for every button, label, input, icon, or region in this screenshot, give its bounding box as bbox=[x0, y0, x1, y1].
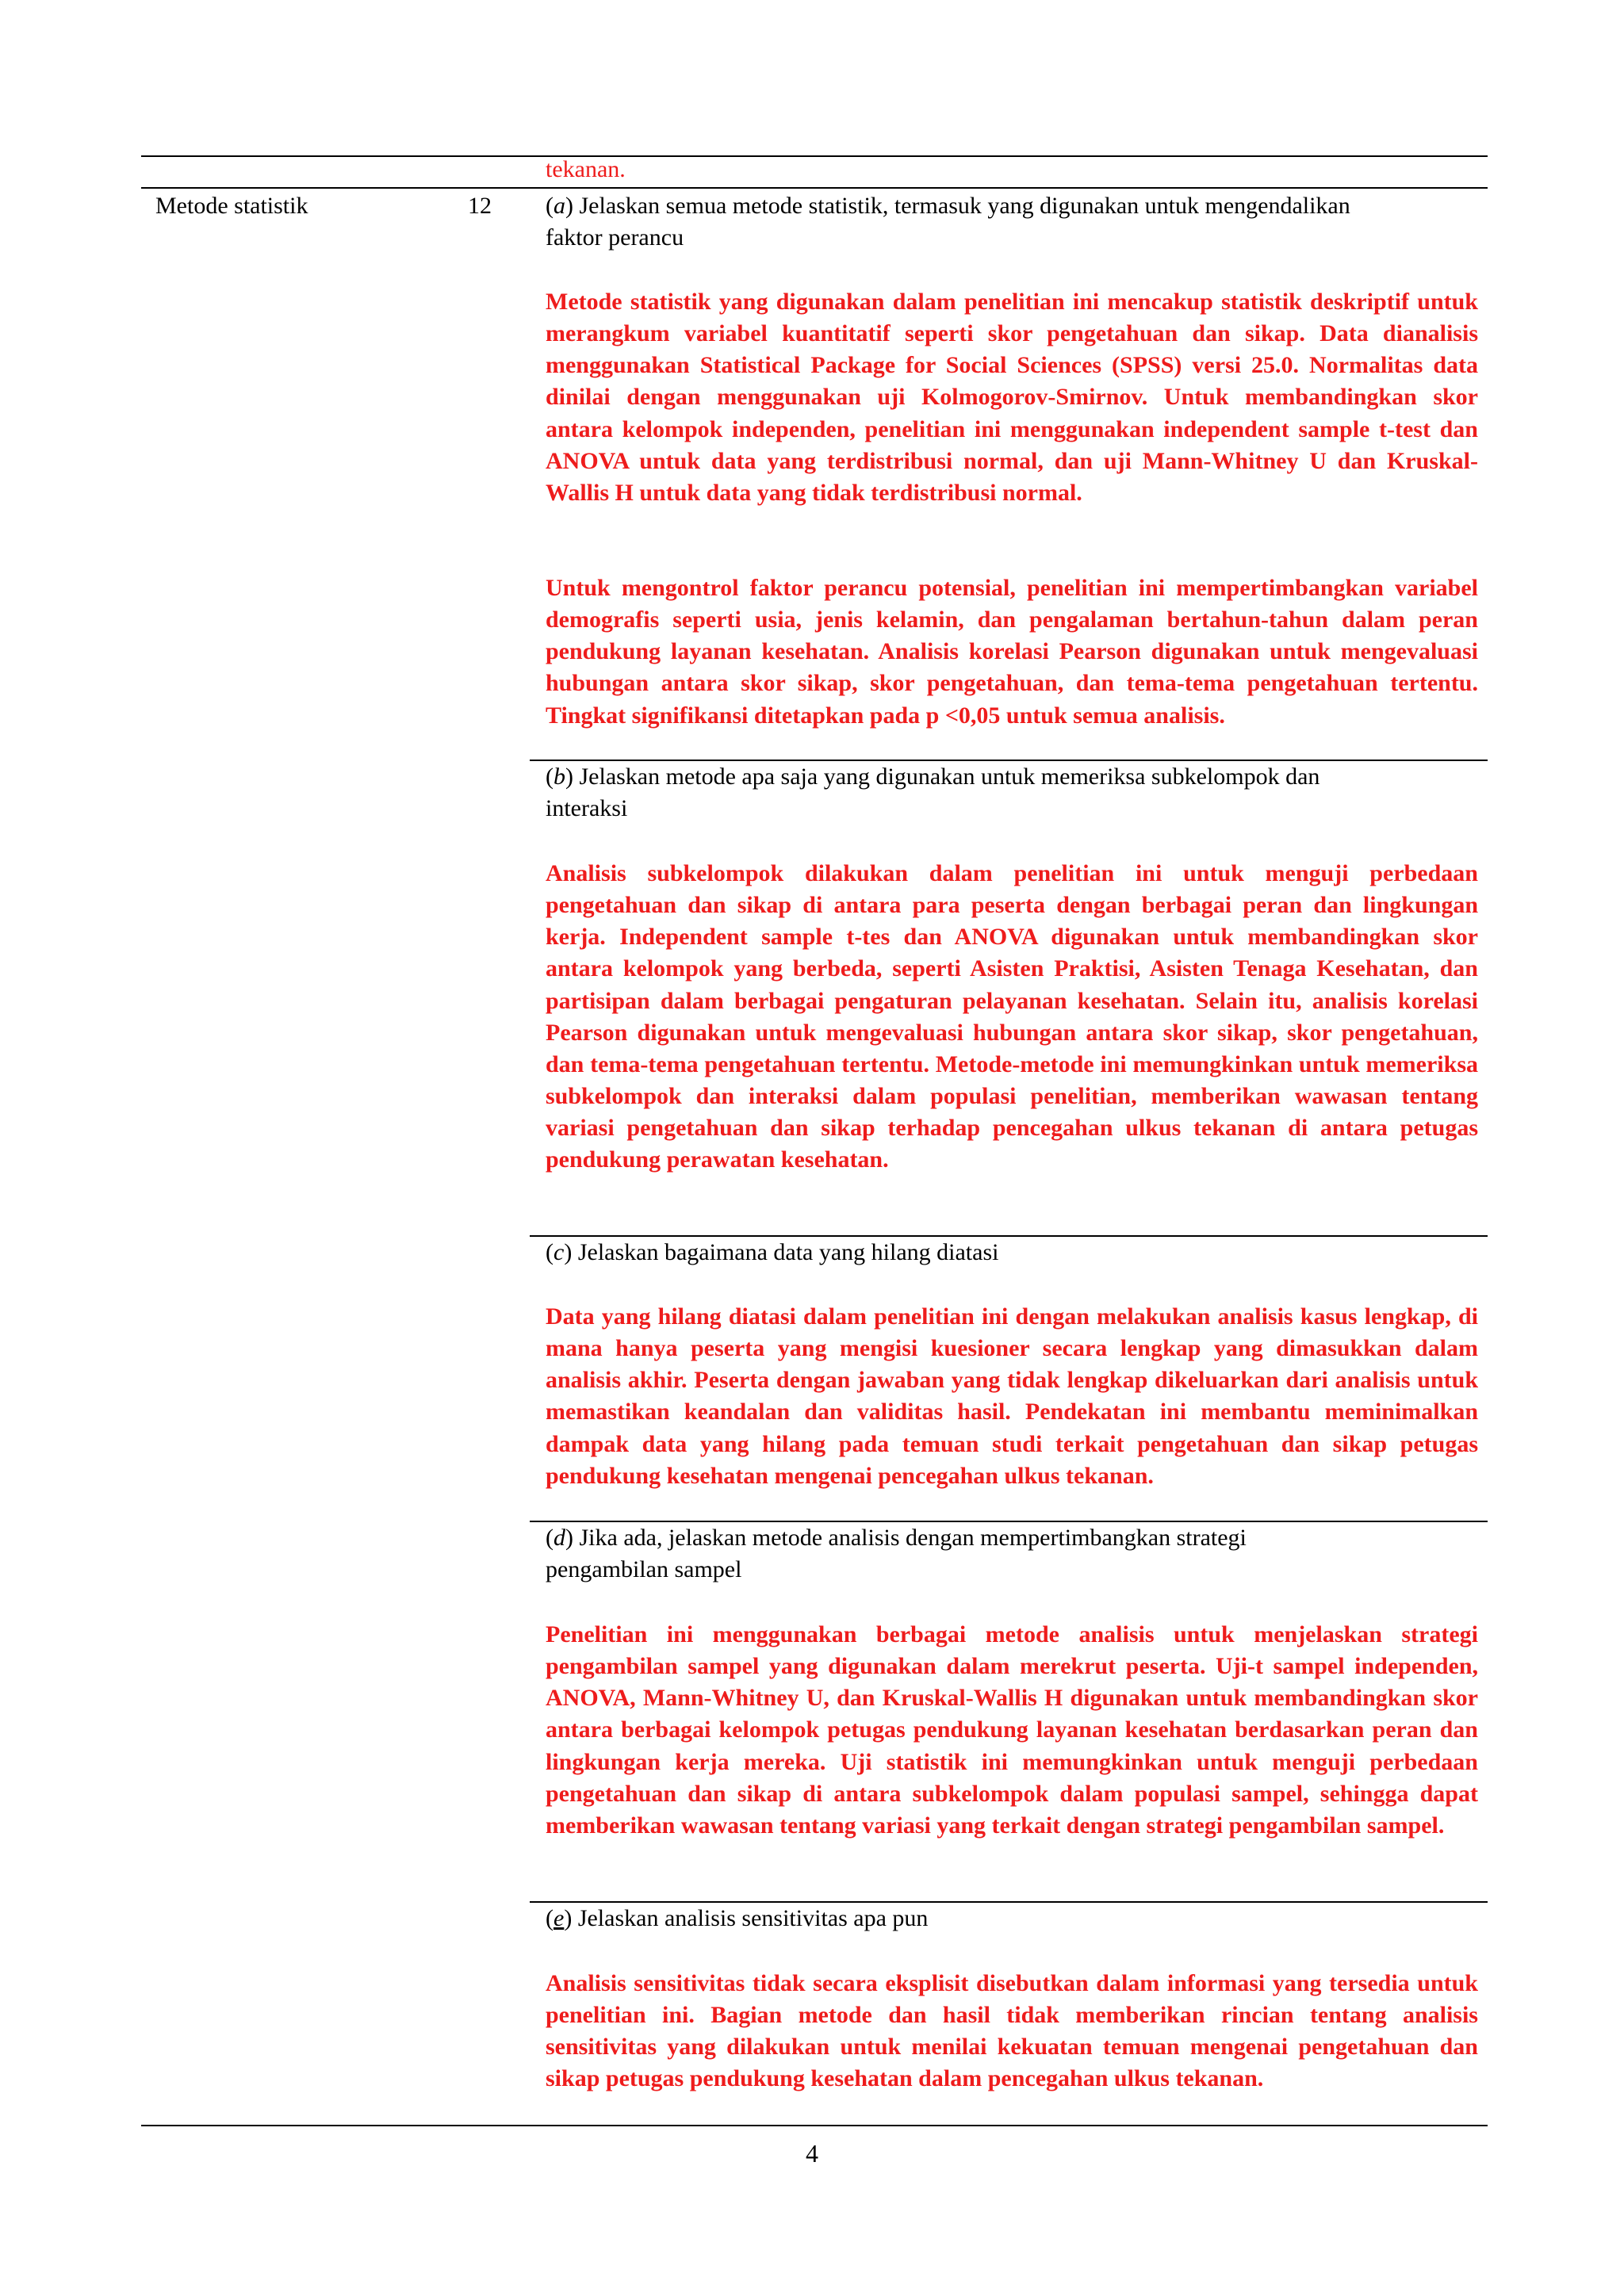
item-b-prompt-line1: ) Jelaskan metode apa saja yang digunakan untuk memeriksa subkelompok dan bbox=[565, 763, 1320, 790]
item-e-answer: Analisis sensitivitas tidak secara eksplisit disebutkan dalam informasi yang tersedia untuk penelitian ini. Bagian metode dan hasil tidak memberikan rincian tentang analisis sensitivitas yang dilakukan untuk menilai kekuatan temuan mengenai pengetahuan dan sikap petugas pendukung kesehatan dalam pencegahan ulkus tekanan. bbox=[546, 1970, 1478, 2092]
item-a-answer-2: Untuk mengontrol faktor perancu potensial, penelitian ini mempertimbangkan variabel demografis seperti usia, jenis kelamin, dan pengalaman bertahun-tahun dalam peran pendukung layanan kesehatan. Analisis korelasi Pearson digunakan untuk mengevaluasi hubungan antara skor sikap, skor pengetahuan, dan tema-tema pengetahuan tertentu. Tingkat signifikansi ditetapkan pada p <0,05 untuk semua analisis. bbox=[546, 575, 1478, 729]
item-c-prompt: (c) Jelaskan bagaimana data yang hilang diatasi bbox=[546, 1239, 999, 1265]
item-b-letter: b bbox=[553, 763, 565, 790]
item-c-answer: Data yang hilang diatasi dalam penelitian ini dengan melakukan analisis kasus lengkap, di mana hanya peserta yang mengisi kuesioner secara lengkap yang dimasukkan dalam analisis akhir. Peserta dengan jawaban yang tidak lengkap dikeluarkan dari analisis untuk memastikan keandalan dan validitas hasil. Pendekatan ini membantu meminimalkan dampak data yang hilang pada temuan studi terkait pengetahuan dan sikap petugas pendukung kesehatan mengenai pencegahan ulkus tekanan. bbox=[546, 1303, 1478, 1489]
row-separator-rule bbox=[141, 187, 1488, 189]
item-a-prompt-line2: faktor perancu bbox=[546, 224, 684, 251]
item-e-prompt-line1: ) Jelaskan analisis sensitivitas apa pun bbox=[564, 1905, 929, 1931]
table-bottom-rule bbox=[141, 2125, 1488, 2126]
table-top-rule bbox=[141, 155, 1488, 157]
page-number: 4 bbox=[806, 2139, 818, 2168]
item-b-prompt: (b) Jelaskan metode apa saja yang digunakan untuk memeriksa subkelompok dan interaksi bbox=[546, 763, 1320, 821]
item-a-letter: a bbox=[553, 193, 565, 219]
item-d-answer: Penelitian ini menggunakan berbagai metode analisis untuk menjelaskan strategi pengambilan sampel yang digunakan dalam merekrut peserta. Uji-t sampel independen, ANOVA, Mann-Whitney U, dan Kruskal-Wallis H digunakan untuk membandingkan skor antara berbagai kelompok petugas pendukung layanan kesehatan berdasarkan peran dan lingkungan kerja mereka. Uji statistik ini memungkinkan untuk menguji perbedaan pengetahuan dan sikap di antara subkelompok dalam populasi sampel, sehingga dapat memberikan wawasan tentang variasi yang terkait dengan strategi pengambilan sampel. bbox=[546, 1621, 1478, 1839]
item-a-prompt: (a) Jelaskan semua metode statistik, termasuk yang digunakan untuk mengendalikan faktor perancu bbox=[546, 193, 1350, 251]
item-d-prompt-line1: Jika ada, jelaskan metode analisis dengan mempertimbangkan strategi bbox=[573, 1525, 1247, 1551]
item-d-letter: d bbox=[553, 1525, 565, 1551]
item-b-prompt-line2: interaksi bbox=[546, 795, 628, 821]
item-b-answer: Analisis subkelompok dilakukan dalam penelitian ini untuk menguji perbedaan pengetahuan dan sikap di antara para peserta dengan berbagai peran dan lingkungan kerja. Independent sample t-tes dan ANOVA digunakan untuk membandingkan skor antara kelompok yang berbeda, seperti Asisten Praktisi, Asisten Tenaga Kesehatan, dan partisipan dalam berbagai pengaturan pelayanan kesehatan. Selain itu, analisis korelasi Pearson digunakan untuk mengevaluasi hubungan antara skor sikap, skor pengetahuan, dan tema-tema pengetahuan tertentu. Metode-metode ini memungkinkan untuk memeriksa subkelompok dan interaksi dalam populasi penelitian, memberikan wawasan tentang variasi pengetahuan dan sikap terhadap pencegahan ulkus tekanan di antara petugas pendukung perawatan kesehatan. bbox=[546, 860, 1478, 1173]
topic-label: Metode statistik bbox=[155, 193, 308, 219]
item-a-answer-1: Metode statistik yang digunakan dalam penelitian ini mencakup statistik deskriptif untuk merangkum variabel kuantitatif seperti skor pengetahuan dan sikap. Data dianalisis menggunakan Statistical Package for Social Sciences (SPSS) versi 25.0. Normalitas data dinilai dengan menggunakan uji Kolmogorov-Smirnov. Untuk membandingkan skor antara kelompok independen, penelitian ini menggunakan independent sample t-test dan ANOVA untuk data yang terdistribusi normal, dan uji Mann-Whitney U dan Kruskal-Wallis H untuk data yang tidak terdistribusi normal. bbox=[546, 289, 1478, 506]
item-e-prompt: (e) Jelaskan analisis sensitivitas apa pun bbox=[546, 1905, 929, 1931]
item-d-prompt: (d) Jika ada, jelaskan metode analisis dengan mempertimbangkan strategi pengambilan sampel bbox=[546, 1525, 1247, 1582]
item-e-letter: e bbox=[553, 1905, 565, 1931]
previous-row-tail: tekanan. bbox=[546, 156, 626, 182]
item-number: 12 bbox=[468, 193, 492, 219]
item-d-prompt-line2: pengambilan sampel bbox=[546, 1556, 742, 1582]
item-c-letter: c bbox=[553, 1239, 565, 1265]
item-c-prompt-line1: Jelaskan bagaimana data yang hilang diatasi bbox=[572, 1239, 999, 1265]
item-a-prompt-line1: ) Jelaskan semua metode statistik, termasuk yang digunakan untuk mengendalikan bbox=[565, 193, 1350, 219]
